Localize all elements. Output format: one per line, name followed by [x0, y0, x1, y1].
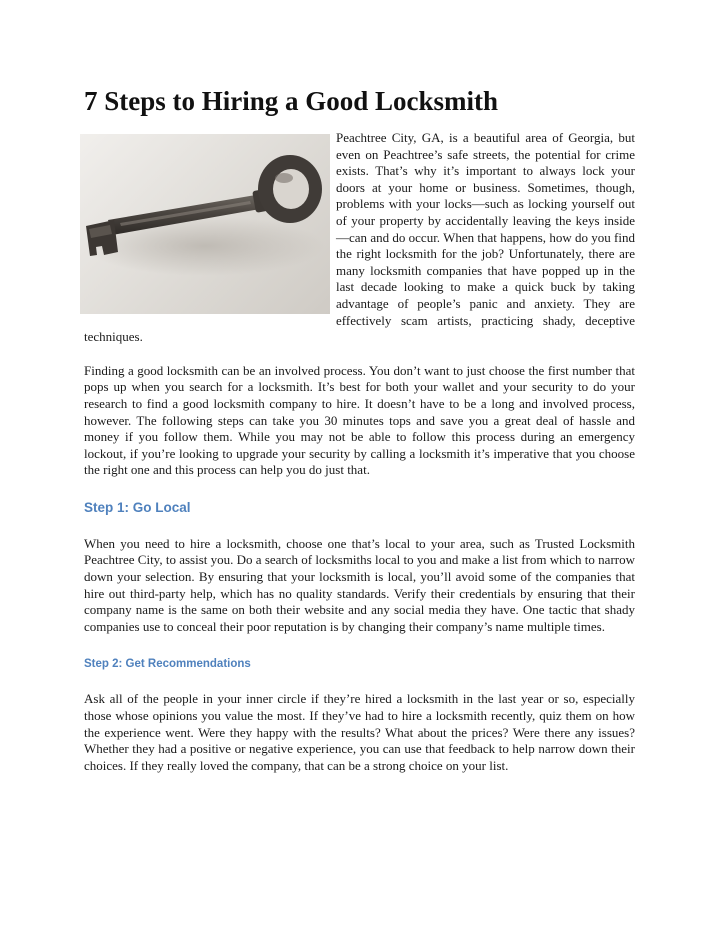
step-2-paragraph: Ask all of the people in your inner circle if they’re hired a locksmith in the last year or so, especially those whose opinions you value the most. If they’ve had to hire a locksmith recently, quiz them on how the experience went. Were they happy with the results? What about the prices? Were there any issues? Whether they had a positive or negative experience, you can use that feedback to help narrow down their choices. If they really loved the company, that can be a strong choice on your list.	[84, 691, 635, 773]
step-2-heading: Step 2: Get Recommendations	[84, 658, 251, 671]
page-title: 7 Steps to Hiring a Good Locksmith	[84, 86, 499, 116]
antique-key-photo	[80, 134, 330, 314]
step-1-heading: Step 1: Go Local	[84, 499, 191, 515]
step-1-paragraph: When you need to hire a locksmith, choose one that’s local to your area, such as Trusted Locksmith Peachtree City, to assist you. Do a search of locksmiths local to you and make a list from which to narrow down your selection. By ensuring that your locksmith is local, you’ll avoid some of the companies that hire out third-party help, which has no quality standards. Verify their credentials by ensuring that their company name is the same on both their website and any social media they have. One tactic that shady companies use to conceal their poor reputation is by changing their company’s name multiple times.	[84, 535, 635, 634]
key-icon	[80, 134, 330, 314]
intro-paragraph: Peachtree City, GA, is a beautiful area of Georgia, but even on Peachtree’s safe streets, the potential for crime exists. That’s why it’s important to always lock your doors at your home or business. Sometimes, though, problems with your locks—such as locking yourself out of your property by accidentally leaving the keys inside—can and do occur. When that happens, how do you find the right locksmith for the job? Unfortunately, there are many locksmith companies that have popped up in the last decade looking to make a quick buck by taking advantage of people’s panic and anxiety. They are effectively scam artists, practicing shady, deceptive techniques.	[84, 130, 635, 345]
document-body	[84, 130, 635, 774]
paragraph-finding-locksmith: Finding a good locksmith can be an involved process. You don’t want to just choose the first number that pops up when you search for a locksmith. It’s best for both your wallet and your security to do your research to find a good locksmith company to hire. It doesn’t have to be a long and involved process, however. The following steps can take you 30 minutes tops and save you a great deal of hassle and money if you follow them. While you may not be able to follow this process during an emergency lockout, if you’re looking to upgrade your security by calling a locksmith it’s imperative that you choose the right one and this process can help you do just that.	[84, 362, 635, 478]
